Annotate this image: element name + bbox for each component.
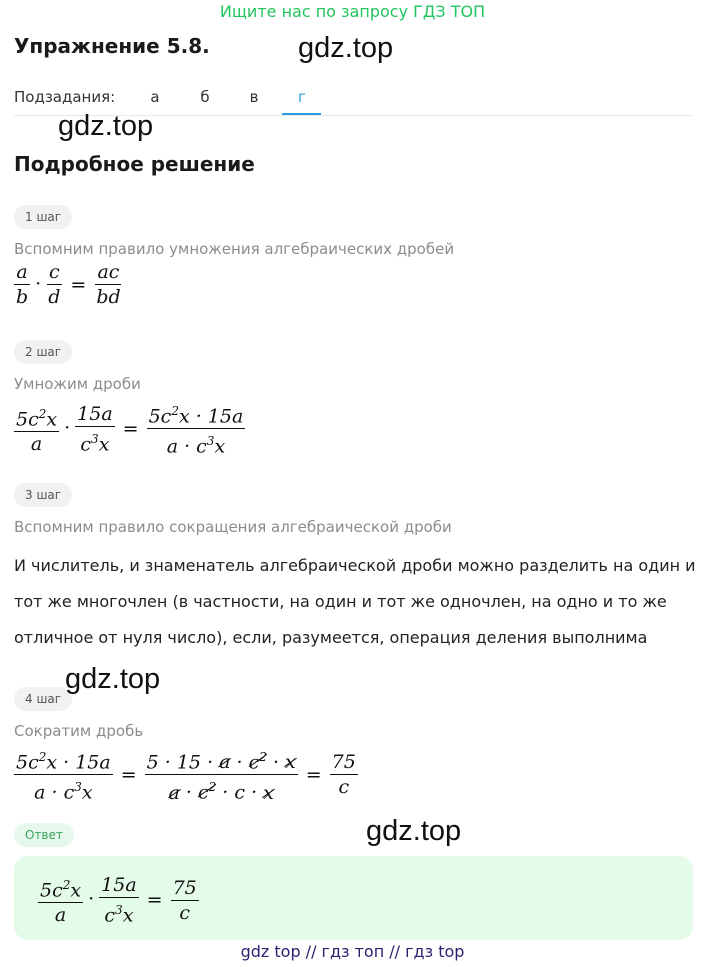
subtasks-label: Подзадания: xyxy=(14,88,116,106)
subtask-b[interactable]: б xyxy=(200,88,210,106)
step-4-hint: Сократим дробь xyxy=(14,722,144,740)
step-4-badge: 4 шаг xyxy=(14,687,72,711)
subtask-v[interactable]: в xyxy=(249,88,259,106)
watermark: gdz.top xyxy=(65,663,161,695)
subtask-a[interactable]: а xyxy=(150,88,160,106)
answer-formula: $\frac{5c^2x}{a}$ · $\frac{15a}{c^3x}$ = $\frac{75}{c}$ xyxy=(40,874,197,927)
top-banner: Ищите нас по запросу ГДЗ ТОП xyxy=(219,2,486,21)
step-4-formula: $\frac{5c^2x \cdot 15a}{a \cdot c^3x}$ = $\frac{5 \cdot 15 \cdot a \cdot c^2 \cdot x}{a \cdot c^2 \cdot c \cdot x}$ = $\frac{75}{c}$ xyxy=(12,746,360,804)
subtask-g[interactable]: г xyxy=(298,88,306,106)
step-2-hint: Умножим дроби xyxy=(14,375,141,393)
exercise-title: Упражнение 5.8. xyxy=(14,34,210,58)
step-1-formula: $\frac{a}{b}$ · $\frac{c}{d}$ = $\frac{ac}{bd}$ xyxy=(16,261,121,308)
step-1-badge: 1 шаг xyxy=(14,205,72,229)
step-3-text: И числитель, и знаменатель алгебраической дроби можно разделить на один и тот же многочлен (в частности, на один и тот же одночлен, на одно и то же отличное от нуля число), если, разумеется, операция деления выполнима xyxy=(14,556,696,647)
step-1-hint: Вспомним правило умножения алгебраических дробей xyxy=(14,240,455,258)
answer-badge: Ответ xyxy=(14,823,74,847)
watermark: gdz.top xyxy=(58,110,154,142)
footer-links[interactable]: gdz top // гдз топ // гдз top xyxy=(240,942,465,961)
step-3-badge: 3 шаг xyxy=(14,483,72,507)
watermark: gdz.top xyxy=(366,815,462,847)
step-2-formula: $\frac{5c^2x}{a}$ · $\frac{15a}{c^3x}$ = $\frac{5c^2x \cdot 15a}{a \cdot c^3x}$ xyxy=(12,400,247,458)
step-2-badge: 2 шаг xyxy=(14,340,72,364)
section-title: Подробное решение xyxy=(14,152,255,176)
active-tab-underline xyxy=(282,113,321,115)
watermark: gdz.top xyxy=(298,32,394,64)
step-3-hint: Вспомним правило сокращения алгебраической дроби xyxy=(14,518,452,536)
